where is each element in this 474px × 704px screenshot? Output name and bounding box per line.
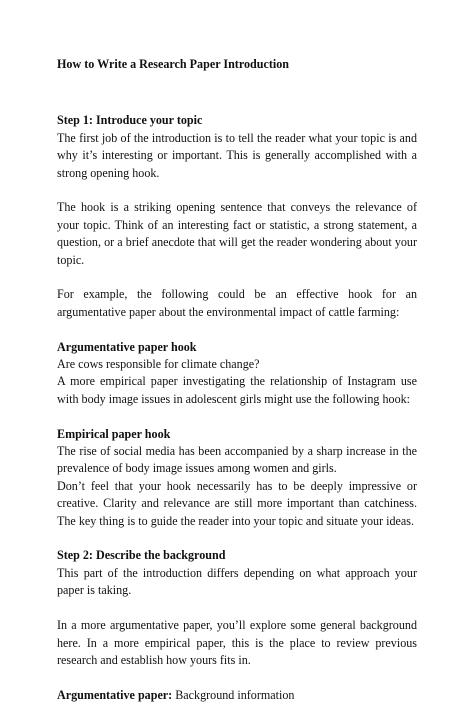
empirical-hook-example: The rise of social media has been accompanied by a sharp increase in the prevalence of body image issues among women and girls.	[57, 444, 417, 476]
argumentative-hook-heading: Argumentative paper hook	[57, 339, 197, 354]
step1-paragraph-3: For example, the following could be an effective hook for an argumentative paper about the environmental impact of cattle farming:	[57, 287, 417, 319]
step1-paragraph-1: The first job of the introduction is to tell the reader what your topic is and why it’s interesting or important. This is generally accomplished with a strong opening hook.	[57, 130, 417, 180]
step2-paragraph-1: This part of the introduction differs depending on what approach your paper is taking.	[57, 565, 417, 598]
step2-paragraph-2: In a more argumentative paper, you’ll explore some general background here. In a more empirical paper, this is the place to review previous research and establish how yours fits in.	[57, 618, 417, 667]
argumentative-paper-line	[57, 687, 417, 704]
empirical-hook-heading: Empirical paper hook	[57, 426, 171, 441]
argumentative-hook-paragraph: A more empirical paper investigating the relationship of Instagram use with body image issues in adolescent girls might use the following hook:	[57, 374, 417, 406]
empirical-hook-paragraph: Don’t feel that your hook necessarily has to be deeply impressive or creative. Clarity and relevance are still more important than catchiness. The key thing is to guide the reader into your topic and situate your ideas.	[57, 478, 417, 528]
step1-paragraph-2: The hook is a striking opening sentence that conveys the relevance of your topic. Think of an interesting fact or statistic, a strong statement, a question, or a brief anecdote that will get the reader wondering about your topic.	[57, 200, 417, 267]
step1-heading: Step 1: Introduce your topic	[57, 113, 203, 128]
argumentative-hook-example: Are cows responsible for climate change?	[57, 357, 260, 372]
step2-heading: Step 2: Describe the background	[57, 548, 226, 563]
document-title: How to Write a Research Paper Introduction	[57, 57, 290, 71]
argumentative-paper-text: Background information	[172, 687, 295, 702]
argumentative-paper-label: Argumentative paper:	[57, 687, 173, 702]
document-body	[57, 56, 417, 704]
